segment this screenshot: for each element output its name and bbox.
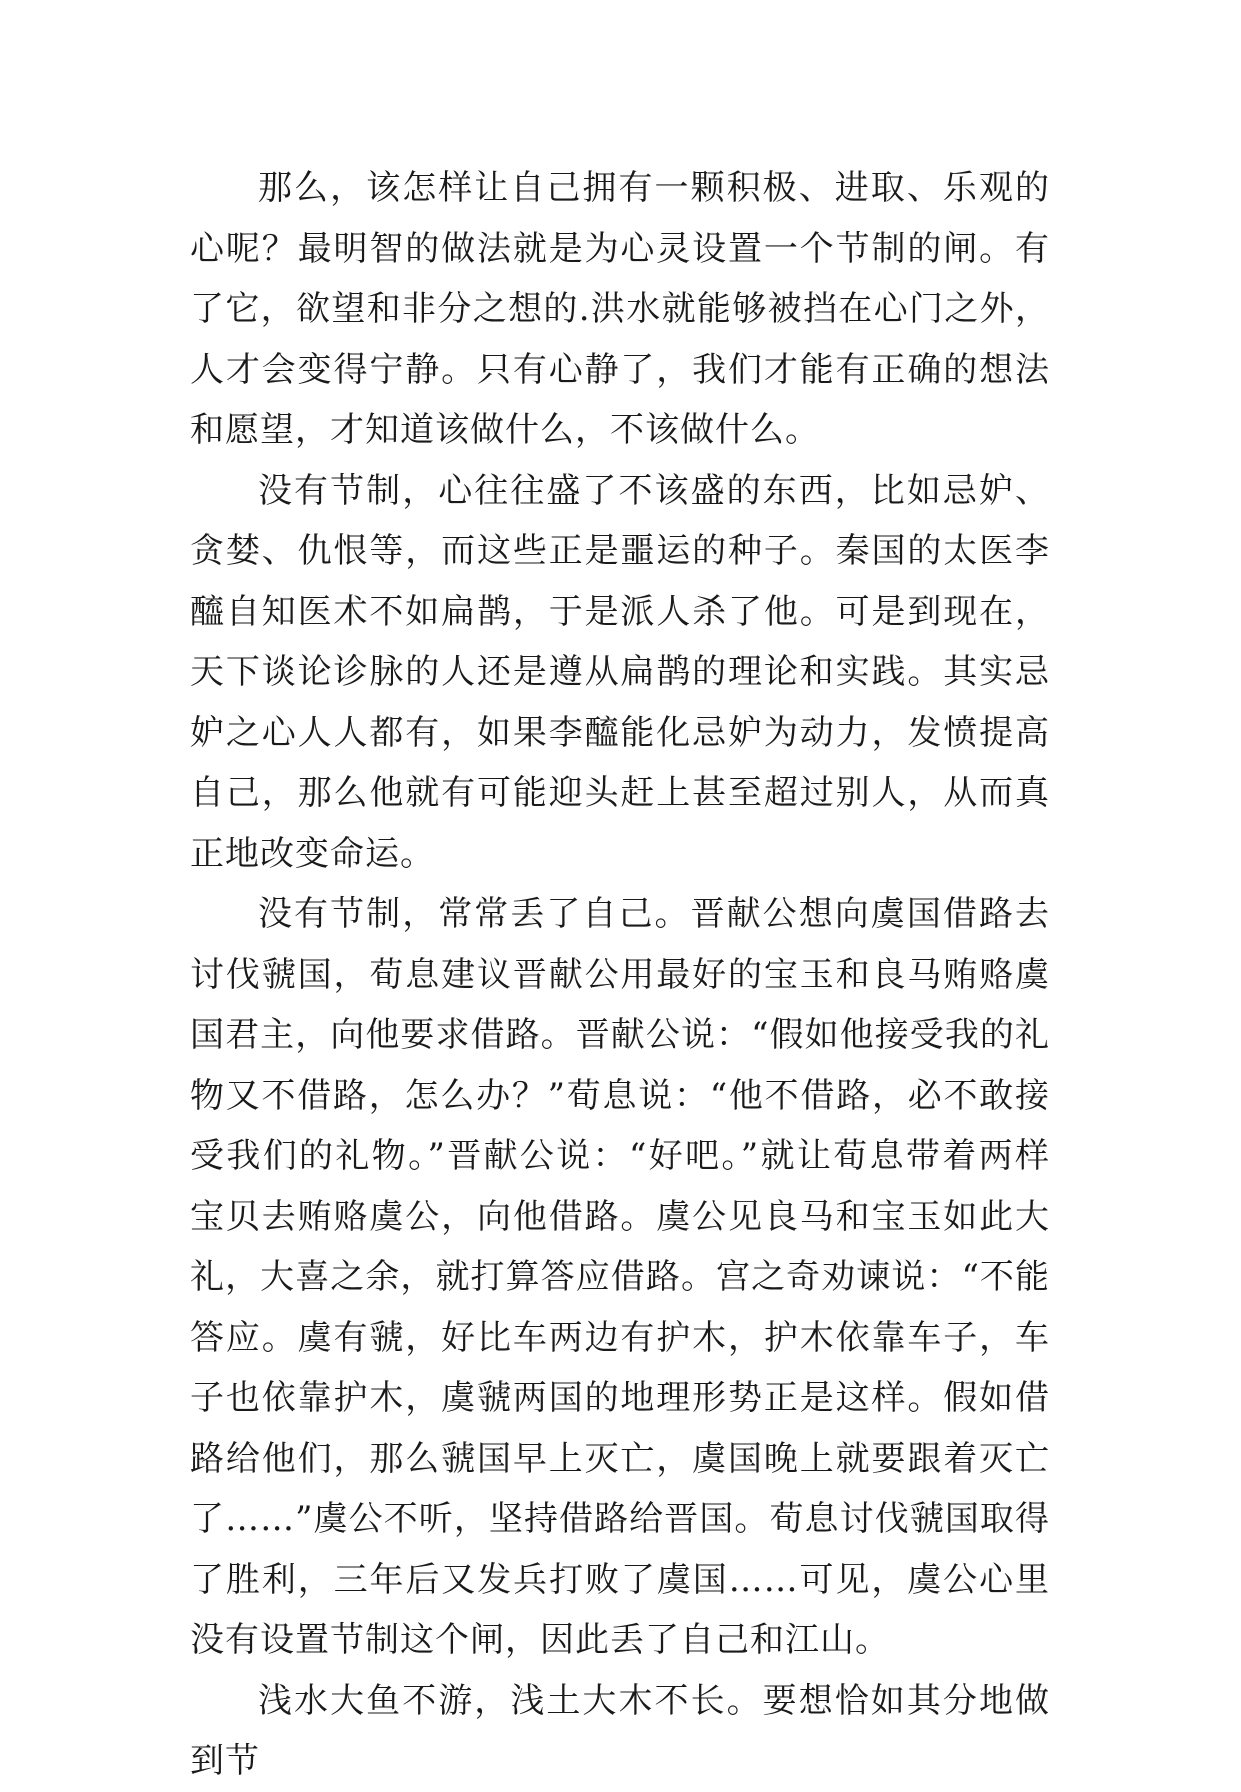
- body-text: [190, 158, 1050, 1792]
- paragraph-4: 浅水大鱼不游，浅土大木不长。要想恰如其分地做到节: [190, 1680, 1050, 1781]
- paragraph-3: 没有节制，常常丢了自己。晋献公想向虞国借路去讨伐虢国，荀息建议晋献公用最好的宝玉和良马贿赂虞国君主，向他要求借路。晋献公说：“假如他接受我的礼物又不借路，怎么办？”荀息说：“他不借路，必不敢接受我们的礼物。”晋献公说：“好吧。”就让荀息带着两样宝贝去贿赂虞公，向他借路。虞公见良马和宝玉如此大礼，大喜之余，就打算答应借路。宫之奇劝谏说：“不能答应。虞有虢，好比车两边有护木，护木依靠车子，车子也依靠护木，虞虢两国的地理形势正是这样。假如借路给他们，那么虢国早上灭亡，虞国晚上就要跟着灭亡了……”虞公不听，坚持借路给晋国。荀息讨伐虢国取得了胜利，三年后又发兵打败了虞国……可见，虞公心里没有设置节制这个闸，因此丢了自己和江山。: [190, 894, 1050, 1660]
- paragraph-1: 那么，该怎样让自己拥有一颗积极、进取、乐观的心呢？最明智的做法就是为心灵设置一个节制的闸。有了它，欲望和非分之想的.洪水就能够被挡在心门之外，人才会变得宁静。只有心静了，我们才能有正确的想法和愿望，才知道该做什么，不该做什么。: [190, 168, 1050, 450]
- paragraph-2: 没有节制，心往往盛了不该盛的东西，比如忌妒、贪婪、仇恨等，而这些正是噩运的种子。秦国的太医李醯自知医术不如扁鹊，于是派人杀了他。可是到现在，天下谈论诊脉的人还是遵从扁鹊的理论和实践。其实忌妒之心人人都有，如果李醯能化忌妒为动力，发愤提高自己，那么他就有可能迎头赶上甚至超过别人，从而真正地改变命运。: [190, 470, 1050, 874]
